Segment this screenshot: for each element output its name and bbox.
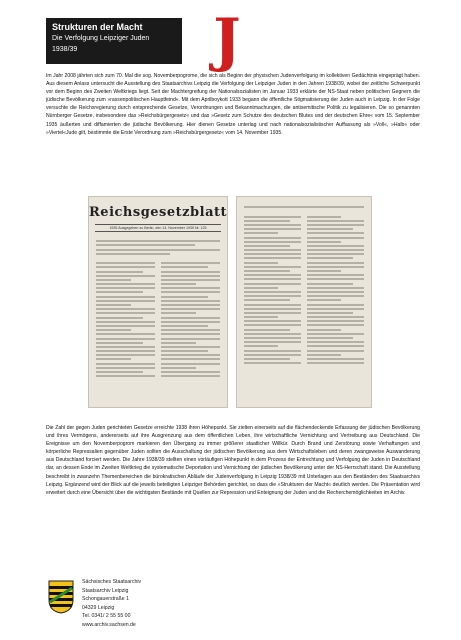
page-title: Strukturen der Macht xyxy=(52,22,143,32)
header-title-box xyxy=(46,18,182,64)
address-line-city: 04329 Leipzig xyxy=(82,604,115,611)
address-line-website[interactable]: www.archiv.sachsen.de xyxy=(82,621,136,628)
body-paragraph: Die Zahl der gegen Juden gerichteten Gesetze erreichte 1938 ihren Höhepunkt. Sie zielten einerseits auf die flächendeckende Erfassung der jüdischen Bevölkerung und ihres Vermögens, andererseits auf ihre Ausgrenzung aus dem öffentlichen Leben, ihre wirtschaftliche Vernichtung und Vertreibung aus Deutschland. Die Ereignisse um den Novemberpogrom markieren den Übergang zu immer größerer staatlicher Willkür. Durch Brand und Zerstörung sowie Verhaftungen und körperliche Repressalien gegenüber Juden sollten die Ausschaltung der jüdischen Bevölkerung aus dem Wirtschaftsleben und deren zwangsweise Auswanderung aus Deutschland forciert werden. Die Jahre 1938/39 stellten einen vorläufigen Höhepunkt in dem Prozess der Entrechtung und Verfolgung der Juden in Deutschland dar, an dessen Ende im Zweiten Weltkrieg die systematische Deportation und Vernichtung der jüdischen Bevölkerung unter der NS-Herrschaft stand. Die Ausstellung beschreibt in zwanzehn Themenbereichen die bürokratischen Abläufe der Judenverfolgung in Leipzig 1938/39 mit Unterlagen aus den Beständen des Staatsarchivs Leipzig. Ergänzend wird der Blick auf die jeweils beteiligten Leipziger Behörden gerichtet, so dass die »Strukturen der Macht« deutlich werden. Die Präsentation wird erweitert durch eine Übersicht über die wichtigsten Bestände mit Quellen zur Repression und Enteignung der Juden und die Recherchemöglichkeiten im Archiv. xyxy=(46,425,420,496)
address-line-phone: Tel. 0341/ 2 55 55 00 xyxy=(82,613,131,620)
intro-paragraph: Im Jahr 2008 jährten sich zum 70. Mal die sog. Novemberpogrome, die sich als Beginn der physischen Judenverfolgung im kollektiven Gedächtnis eingeprägt haben. Aus diesem Anlass untersucht die Ausstellung des Staatsarchivs Leipzig die Verfolgung der Leipziger Juden in den Jahren 1938/39, wobei der zeitliche Schwerpunkt vor dem Beginn des Zweiten Weltkriegs liegt. Seit der Machtergreifung der Nationalsozialisten im Januar 1933 erklärte der NS-Staat neben politischen Gegnern die jüdische Bevölkerung zum »rassenpolitischen Hauptfeind«. Mit dem Aprilboykott 1933 begann die öffentliche Stigmatisierung der Juden auch in Leipzig. In der Folge versuchte die Reichsregierung durch entsprechende Gesetze, Verordnungen und Bekanntmachungen, die antisemitische Politik zu legalisieren. Die so genannten Nürnberger Gesetze, insbesondere das »Reichsbürgergesetz« und das »Gesetz zum Schutze des deutschen Blutes und der deutschen Ehre« vom 15. September 1935 äußerten und diffamierten die jüdische Bevölkerung. Hier dienen Gesetze unterlag und nach nationalsozialistischer Auffassung als »Voll«, »Halb« oder »Viertel«Jude gilt, bestimmte die Erste Verordnung zum »Reichsbürgergesetz« vom 14. November 1935. xyxy=(46,73,420,136)
archive-address-block xyxy=(82,578,141,630)
page-subtitle: Die Verfolgung Leipziger Juden 1938/39 xyxy=(52,35,150,53)
gazette-columns xyxy=(89,260,227,379)
law-scan-header-lines xyxy=(237,201,371,213)
gazette-contents-lines xyxy=(89,235,227,260)
red-j-letter: J xyxy=(213,6,241,74)
address-line-institution: Sächsisches Staatsarchiv xyxy=(82,579,142,585)
address-line-street: Schongauerstraße 1 xyxy=(82,596,130,603)
gazette-title: Reichsgesetzblatt xyxy=(89,205,227,220)
saxony-coat-of-arms-icon xyxy=(48,580,74,614)
address-line-archive: Staatsarchiv Leipzig xyxy=(82,587,129,594)
law-text-scan-image xyxy=(236,196,372,408)
law-scan-columns xyxy=(237,213,371,366)
gazette-scan-image xyxy=(88,196,228,408)
gazette-issue-line: 1935 Ausgegeben zu Berlin, den 14. November 1935 Nr. 125 xyxy=(95,224,221,232)
